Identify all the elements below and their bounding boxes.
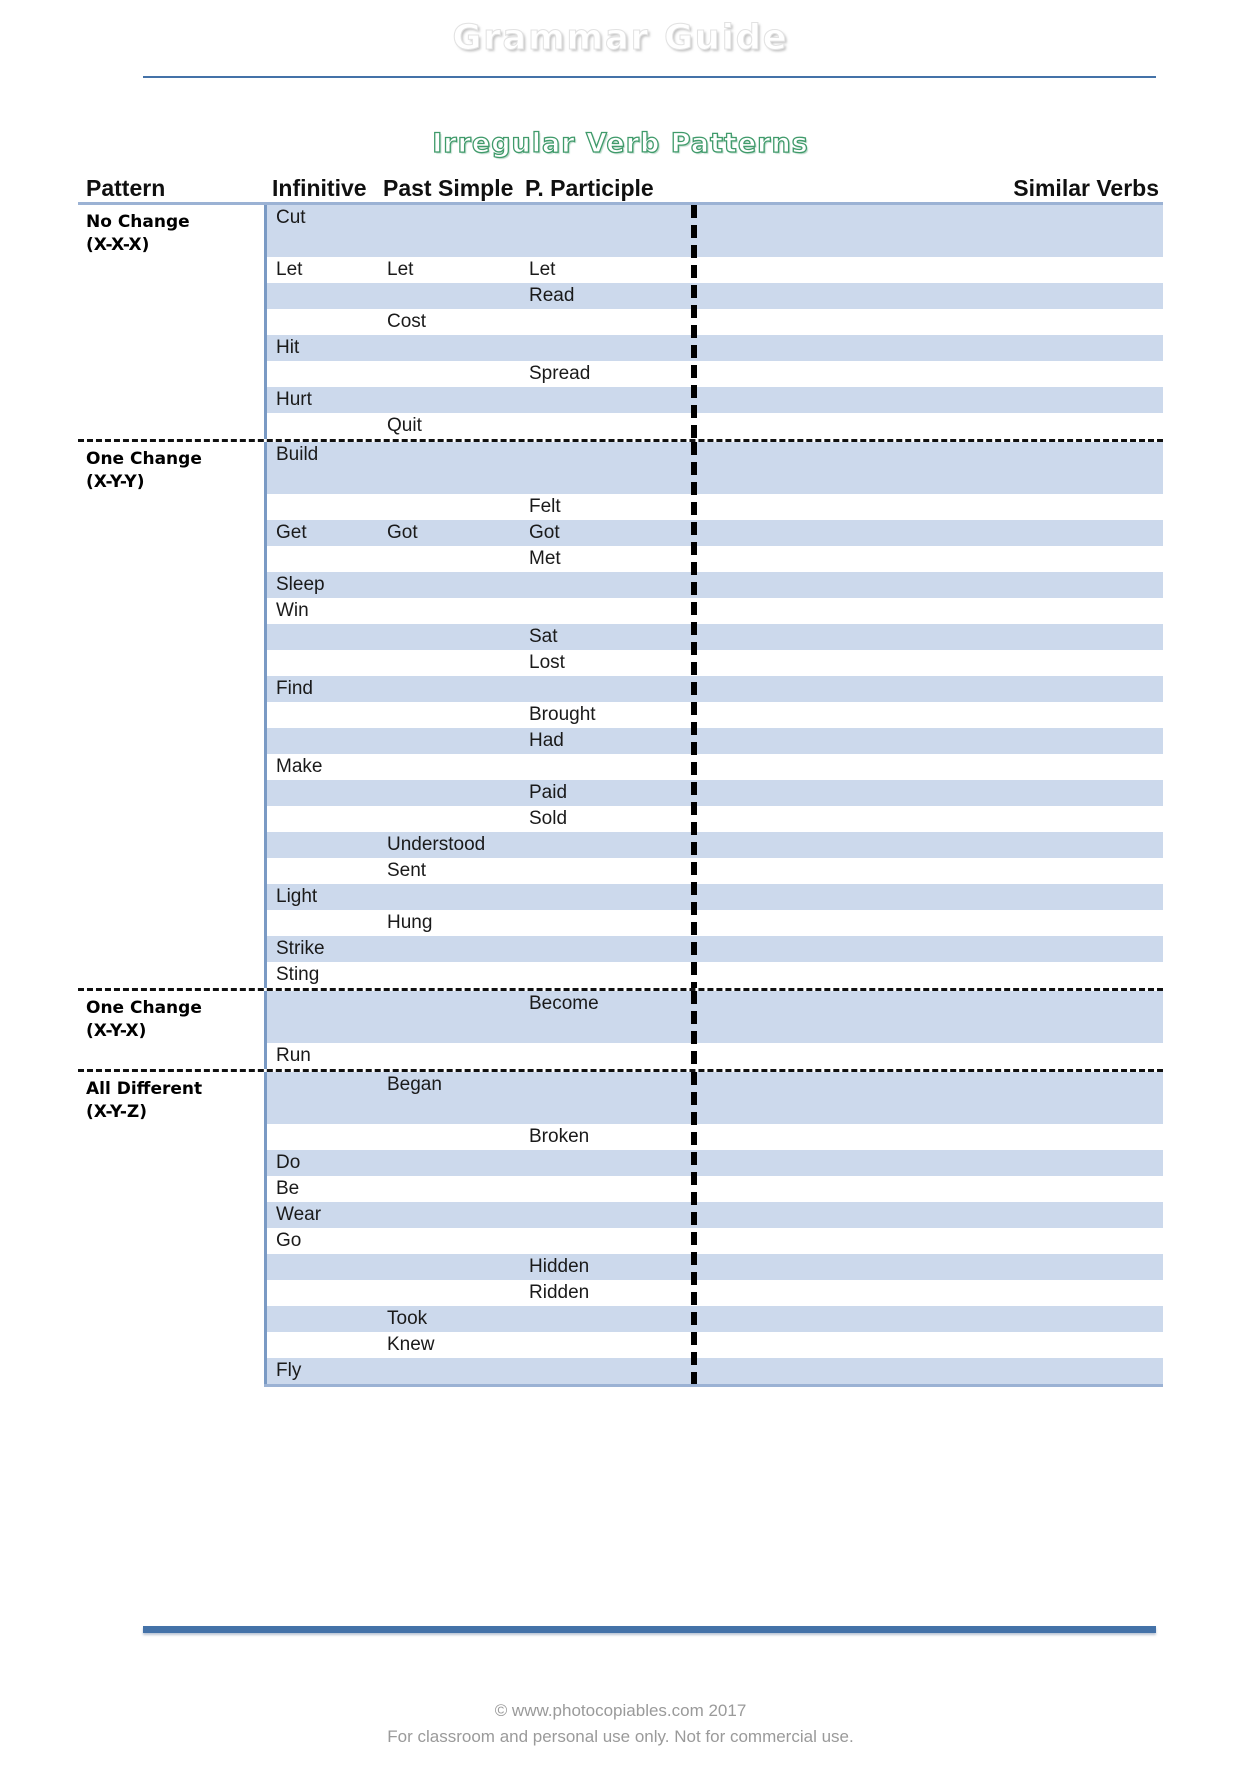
- cell-past-simple[interactable]: Got: [387, 522, 418, 543]
- cell-infinitive[interactable]: Make: [276, 756, 323, 777]
- table-row[interactable]: [267, 520, 1163, 546]
- cell-infinitive[interactable]: Run: [276, 1045, 311, 1066]
- cell-past-participle[interactable]: Become: [529, 993, 599, 1014]
- cell-past-simple[interactable]: Hung: [387, 912, 433, 933]
- cell-past-simple[interactable]: Let: [387, 259, 414, 280]
- table-row[interactable]: [267, 858, 1163, 884]
- pattern-section: [78, 991, 1163, 1072]
- pattern-code: (X-Y-Z): [86, 1101, 148, 1122]
- page-title: Irregular Verb Patterns: [432, 128, 809, 159]
- table-row[interactable]: [267, 1176, 1163, 1202]
- table-row[interactable]: [267, 572, 1163, 598]
- cell-infinitive[interactable]: Hurt: [276, 389, 312, 410]
- footer-usage-note: For classroom and personal use only. Not for commercial use.: [387, 1727, 854, 1747]
- table-header-row: [78, 168, 1163, 202]
- table-row[interactable]: [267, 936, 1163, 962]
- table-row[interactable]: [267, 1150, 1163, 1176]
- table-row[interactable]: [267, 650, 1163, 676]
- verb-table: [78, 168, 1163, 1387]
- pattern-section-rows: [264, 1072, 1163, 1384]
- column-header-infinitive: Infinitive: [272, 175, 367, 201]
- cell-past-participle[interactable]: Felt: [529, 496, 561, 517]
- table-row[interactable]: [267, 991, 1163, 1043]
- table-row[interactable]: [267, 494, 1163, 520]
- cell-infinitive[interactable]: Fly: [276, 1360, 302, 1381]
- table-row[interactable]: [267, 1124, 1163, 1150]
- table-row[interactable]: [267, 442, 1163, 494]
- cell-infinitive[interactable]: Wear: [276, 1204, 322, 1225]
- cell-past-participle[interactable]: Broken: [529, 1126, 590, 1147]
- pattern-section-rows: [264, 205, 1163, 439]
- table-row[interactable]: [267, 806, 1163, 832]
- table-body: [78, 202, 1163, 1384]
- cell-infinitive[interactable]: Get: [276, 522, 307, 543]
- pattern-code: (X-Y-Y): [86, 471, 145, 492]
- cell-past-participle[interactable]: Brought: [529, 704, 596, 725]
- brand-title: Grammar Guide: [452, 18, 789, 58]
- pattern-section: [78, 205, 1163, 442]
- cell-past-participle[interactable]: Lost: [529, 652, 565, 673]
- cell-past-participle[interactable]: Got: [529, 522, 560, 543]
- cell-past-participle[interactable]: Had: [529, 730, 564, 751]
- pattern-section-label: [86, 211, 266, 257]
- cell-past-participle[interactable]: Spread: [529, 363, 591, 384]
- cell-past-participle[interactable]: Sold: [529, 808, 568, 829]
- table-row[interactable]: [267, 624, 1163, 650]
- cell-infinitive[interactable]: Sleep: [276, 574, 325, 595]
- page-header: [0, 0, 1241, 82]
- table-row[interactable]: [267, 1280, 1163, 1306]
- pattern-code: (X-X-X): [86, 234, 150, 255]
- table-row[interactable]: [267, 257, 1163, 283]
- table-row[interactable]: [267, 884, 1163, 910]
- cell-infinitive[interactable]: Be: [276, 1178, 300, 1199]
- table-row[interactable]: [267, 1306, 1163, 1332]
- pattern-section: [78, 442, 1163, 991]
- cell-infinitive[interactable]: Light: [276, 886, 318, 907]
- column-header-pattern: Pattern: [86, 175, 166, 201]
- cell-infinitive[interactable]: Hit: [276, 337, 300, 358]
- footer: [0, 1698, 1241, 1751]
- cell-infinitive[interactable]: Sting: [276, 964, 320, 985]
- cell-past-simple[interactable]: Cost: [387, 311, 427, 332]
- table-row[interactable]: [267, 283, 1163, 309]
- cell-past-participle[interactable]: Paid: [529, 782, 568, 803]
- cell-past-participle[interactable]: Let: [529, 259, 556, 280]
- table-row[interactable]: [267, 546, 1163, 572]
- cell-infinitive[interactable]: Go: [276, 1230, 302, 1251]
- cell-past-simple[interactable]: Understood: [387, 834, 486, 855]
- pattern-code: (X-Y-X): [86, 1020, 147, 1041]
- table-row[interactable]: [267, 962, 1163, 988]
- table-row[interactable]: [267, 598, 1163, 624]
- table-row[interactable]: [267, 361, 1163, 387]
- table-row[interactable]: [267, 754, 1163, 780]
- pattern-section-rows: [264, 442, 1163, 988]
- column-header-past-participle: P. Participle: [525, 175, 654, 201]
- pattern-name: All Different: [86, 1079, 203, 1099]
- cell-past-participle[interactable]: Ridden: [529, 1282, 590, 1303]
- table-row[interactable]: [267, 1072, 1163, 1124]
- table-row[interactable]: [267, 1228, 1163, 1254]
- pattern-section-label: [86, 997, 266, 1043]
- column-header-similar-verbs: Similar Verbs: [1013, 175, 1159, 201]
- cell-infinitive[interactable]: Do: [276, 1152, 301, 1173]
- pattern-section-label: [86, 448, 266, 494]
- table-row[interactable]: [267, 1043, 1163, 1069]
- cell-past-simple[interactable]: Quit: [387, 415, 422, 436]
- cell-past-participle[interactable]: Sat: [529, 626, 558, 647]
- table-row[interactable]: [267, 413, 1163, 439]
- cell-past-simple[interactable]: Sent: [387, 860, 427, 881]
- table-bottom-border: [264, 1384, 1163, 1387]
- table-row[interactable]: [267, 1254, 1163, 1280]
- cell-infinitive[interactable]: Build: [276, 444, 319, 465]
- table-row[interactable]: [267, 702, 1163, 728]
- table-row[interactable]: [267, 780, 1163, 806]
- cell-past-simple[interactable]: Began: [387, 1074, 442, 1095]
- table-row[interactable]: [267, 910, 1163, 936]
- pattern-name: One Change: [86, 998, 202, 1018]
- table-row[interactable]: [267, 309, 1163, 335]
- table-row[interactable]: [267, 335, 1163, 361]
- table-row[interactable]: [267, 676, 1163, 702]
- table-row[interactable]: [267, 205, 1163, 257]
- header-divider: [143, 76, 1156, 78]
- pattern-section: [78, 1072, 1163, 1384]
- cell-infinitive[interactable]: Find: [276, 678, 313, 699]
- column-header-past-simple: Past Simple: [383, 175, 514, 201]
- cell-past-simple[interactable]: Knew: [387, 1334, 435, 1355]
- cell-past-participle[interactable]: Met: [529, 548, 561, 569]
- cell-infinitive[interactable]: Cut: [276, 207, 306, 228]
- table-row[interactable]: [267, 1332, 1163, 1358]
- cell-past-participle[interactable]: Hidden: [529, 1256, 590, 1277]
- pattern-name: One Change: [86, 449, 202, 469]
- table-row[interactable]: [267, 832, 1163, 858]
- footer-divider: [143, 1626, 1156, 1633]
- table-row[interactable]: [267, 387, 1163, 413]
- cell-infinitive[interactable]: Win: [276, 600, 309, 621]
- cell-past-simple[interactable]: Took: [387, 1308, 428, 1329]
- table-row[interactable]: [267, 1202, 1163, 1228]
- pattern-section-rows: [264, 991, 1163, 1069]
- footer-copyright: © www.photocopiables.com 2017: [494, 1701, 747, 1720]
- pattern-section-label: [86, 1078, 266, 1124]
- pattern-name: No Change: [86, 212, 190, 232]
- cell-past-participle[interactable]: Read: [529, 285, 575, 306]
- cell-infinitive[interactable]: Let: [276, 259, 303, 280]
- table-row[interactable]: [267, 728, 1163, 754]
- cell-infinitive[interactable]: Strike: [276, 938, 325, 959]
- table-row[interactable]: [267, 1358, 1163, 1384]
